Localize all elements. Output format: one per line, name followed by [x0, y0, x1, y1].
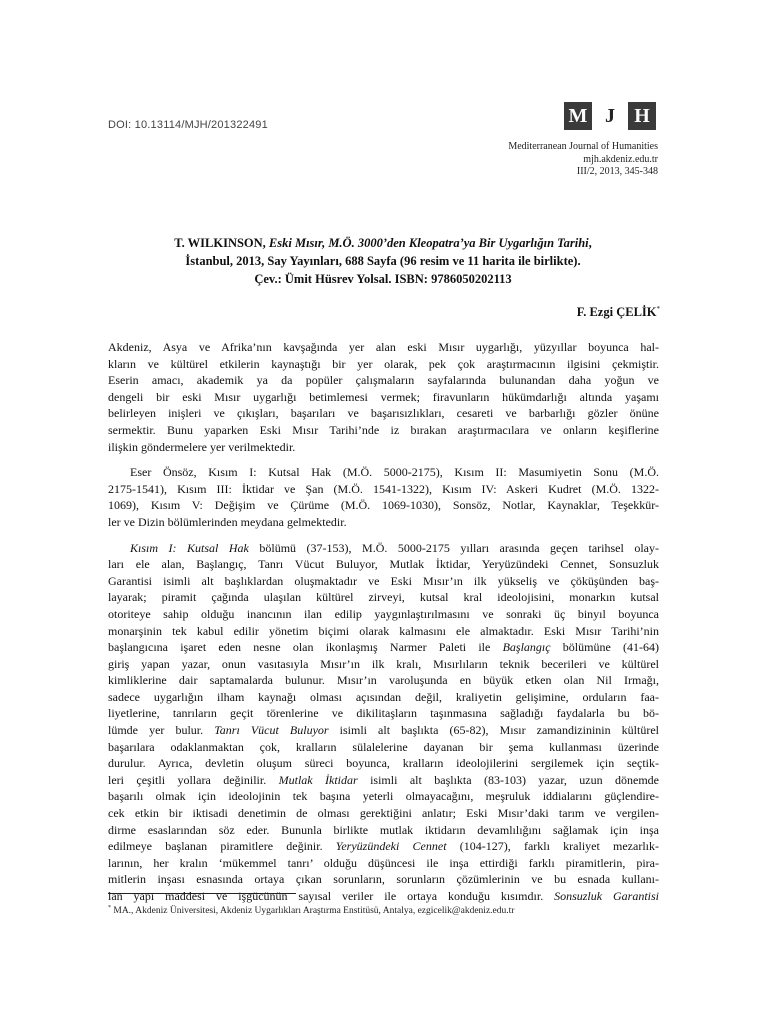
p2-line: ler ve Dizin bölümlerinden meydana gelmektedir.: [108, 514, 347, 529]
p1-line: ilişkin göndermelere yer verilmektedir.: [108, 439, 296, 454]
p3-line: dirme esaslarından söz eder. Bununla birlikte mutlak iktidarın devamlılığını sağlamak için inşa: [108, 822, 659, 837]
p3-text: lümde yer bulur.: [108, 723, 215, 738]
p1-line: dengeli bir eski Mısır uygarlığı betimlemesi vermek; firavunların hükümdarlığı altında yaşamı: [108, 389, 659, 404]
journal-info: [508, 141, 658, 179]
p3-line: larının, her kralın ‘mükemmel tanrı’ olduğu düşüncesi ile inşa ettirdiği farklı piramitlerin, pira-: [108, 855, 659, 870]
p3-line: [108, 722, 659, 739]
doi-label: DOI: 10.13114/MJH/201322491: [108, 119, 268, 131]
footnote-text: MA., Akdeniz Üniversitesi, Akdeniz Uygarlıkları Araştırma Enstitüsü, Antalya, ezgicelik@akdeniz.edu.tr: [111, 906, 515, 917]
p3-text: edilmeye başlanan piramitlere değinir.: [108, 839, 336, 854]
article-body: [108, 339, 660, 917]
p1-line: belirleyen inişleri ve çıkışları, başarıları ve başarısızlıkları, cesareti ve barbarlığı gözler önüne: [108, 406, 659, 421]
p3-line: monarşinin tek kabul edilir yönetim biçimi olarak kalmasını ele almaktadır. Eski Mısır Tarihi’nin: [108, 623, 659, 638]
footnote-divider: [108, 893, 296, 894]
paragraph-3: [108, 540, 659, 905]
p3-text: bölümü (37-153), M.Ö. 5000-2175 yılları arasında geçen tarihsel olay-: [248, 540, 659, 555]
p3-text: başlangıcına işaret eden nesne olan ikonlaşmış Narmer Paleti ile: [108, 640, 503, 655]
p3-line: başarılara odaklanmaktan çok, kralların sülalelerine dayanan bir şema kullanması üzerinde: [108, 739, 659, 754]
p3-line: [108, 838, 659, 855]
title-book-name: Eski Mısır, M.Ö. 3000’den Kleopatra’ya Bir Uygarlığın Tarihi: [268, 236, 589, 250]
p1-line: Akdeniz, Asya ve Afrika’nın kavşağında yer alan eski Mısır uygarlığı, yüzyıllar boyunca hal-: [108, 340, 659, 354]
title-line-1: T. WILKINSON, Eski Mısır, M.Ö. 3000’den Kleopatra’ya Bir Uygarlığın Tarihi,: [174, 236, 592, 250]
p2-line: 1069), Kısım V: Değişim ve Çürüme (M.Ö. 1069-1030), Sonsöz, Notlar, Kaynaklar, Teşekkür-: [108, 498, 659, 513]
p1-line: Eserin amacı, akademik ya da popüler çalışmaların sayfalarında bulunandan daha yoğun ve: [108, 373, 659, 388]
review-title: [108, 234, 658, 288]
p3-line: [108, 772, 659, 789]
p3-text: (104-127), farklı kraliyet mezarlık-: [446, 839, 659, 854]
p3-line: layarak; piramit çağında ulaşılan kültürel zirveyi, kutsal kral ideolojisini, monarkın kutsal: [108, 590, 659, 605]
p3-line: cek etkin bir iktisadi denetimin de olması gerektiğini anlatır; Eski Mısır’daki tarım ve vergilen-: [108, 806, 659, 821]
p2-line: 2175-1541), Kısım III: İktidar ve Şan (M.Ö. 1541-1322), Kısım IV: Askeri Kudret (M.Ö. 1322-: [108, 481, 659, 496]
p3-line: liyetlerine, tanrıların geçit törenlerine ve dikilitaşların taşınmasına sağladığı faydalarla bu bö-: [108, 706, 659, 721]
p3-line: otoriteye sahip olduğu inancının ilan edilip yaygınlaştırılmasını ve sonraki üç binyıl boyunca: [108, 606, 659, 621]
p3-line: sadece uygarlığın ilham kaynağı olması açısından değil, kraliyetin gelişimine, orduların faa-: [108, 689, 659, 704]
p1-line: sermektir. Bunu yaparken Eski Mısır Tarihi’nde iz bırakan araştırmacılara ve onların keşiflerine: [108, 422, 659, 437]
p3-line: kimliklerine dair saptamalarda bulunur. Mısır’ın varoluşunda en büyük etken olan Nil Irmağı,: [108, 673, 659, 688]
p3-text: lan yapı maddesi ve işgücünün sayısal veriler ile ortaya konduğu kısımdır.: [108, 889, 555, 903]
journal-site: mjh.akdeniz.edu.tr: [583, 153, 658, 165]
logo-letter-h: H: [628, 102, 656, 130]
title-line-3: Çev.: Ümit Hüsrev Yolsal. ISBN: 9786050202113: [254, 272, 512, 286]
p2-line: Eser Önsöz, Kısım I: Kutsal Hak (M.Ö. 5000-2175), Kısım II: Masumiyetin Sonu (M.Ö.: [130, 465, 659, 480]
logo-letter-j: J: [605, 104, 615, 127]
p3-italic: Mutlak İktidar: [278, 772, 358, 787]
p3-line: durulur. Ayrıca, devletin oluşum süreci boyunca, kralların ideolojilerini sergilemek için seçtik-: [108, 756, 659, 771]
p3-text: bölümüne (41-64): [550, 640, 659, 655]
p3-line: [108, 639, 659, 656]
paragraph-2: [108, 464, 659, 530]
p3-line: [108, 888, 659, 905]
footnote-mark: *: [108, 905, 111, 911]
title-author-name: T. WILKINSON: [174, 236, 263, 250]
p3-italic: Kısım I: Kutsal Hak: [130, 540, 249, 555]
p3-text: isimli alt başlıkta (65-82), Mısır zamandizininin kültürel: [328, 723, 660, 738]
p3-italic: Yeryüzündeki Cennet: [335, 839, 447, 854]
p3-line: başarılı olmak için ideolojinin tek başına yeterli olmayacağını, meşruluk iddialarını güçlendire-: [108, 789, 659, 804]
journal-name: Mediterranean Journal of Humanities: [508, 141, 658, 152]
reviewer-name-text: F. Ezgi ÇELİK: [576, 305, 657, 320]
p1-line: kların ve kültürel etkilerin kaynaştığı bir yer olarak, pek çok araştırmacının ilgisini çekmiştir.: [108, 356, 659, 371]
p3-line: ları ele alan, Başlangıç, Tanrı Vücut Buluyor, Mutlak İktidar, Yeryüzündeki Cennet, Sonsuzluk: [108, 557, 659, 572]
reviewer-name: [577, 305, 660, 320]
p3-line: mitlerin inşası esnasında ortaya çıkan sorunların, sorunların çözümlerinin ve bu esnada kullanı-: [108, 872, 659, 887]
title-line-2: İstanbul, 2013, Say Yayınları, 688 Sayfa (96 resim ve 11 harita ile birlikte).: [185, 254, 581, 268]
journal-logo: [564, 102, 656, 130]
p3-italic: Tanrı Vücut Buluyor: [214, 723, 329, 738]
author-footnote-mark: *: [656, 305, 660, 313]
paragraph-1: [108, 339, 659, 455]
p3-italic: Sonsuzluk Garantisi: [554, 889, 659, 903]
logo-letter-m: M: [564, 102, 592, 130]
journal-issue: III/2, 2013, 345-348: [576, 166, 658, 177]
p3-text: leri çeşitli yollara değinilir.: [108, 772, 279, 787]
p3-text: isimli alt başlıkta (83-103) yazar, uzun dönemde: [357, 772, 659, 787]
p3-line: giriş yapan yazar, onun vasıtasıyla Mısır’ın ilk kralı, Mısırlıların teknik becerileri ve kültürel: [108, 656, 659, 671]
p3-italic: Başlangıç: [502, 640, 551, 655]
footnote: [108, 905, 514, 916]
p3-line: Garantisi isimli alt başlıklardan oluşmaktadır ve Eski Mısır’ın ilk yükseliş ve çöküşünden baş-: [108, 573, 659, 588]
p3-line: [108, 540, 659, 557]
